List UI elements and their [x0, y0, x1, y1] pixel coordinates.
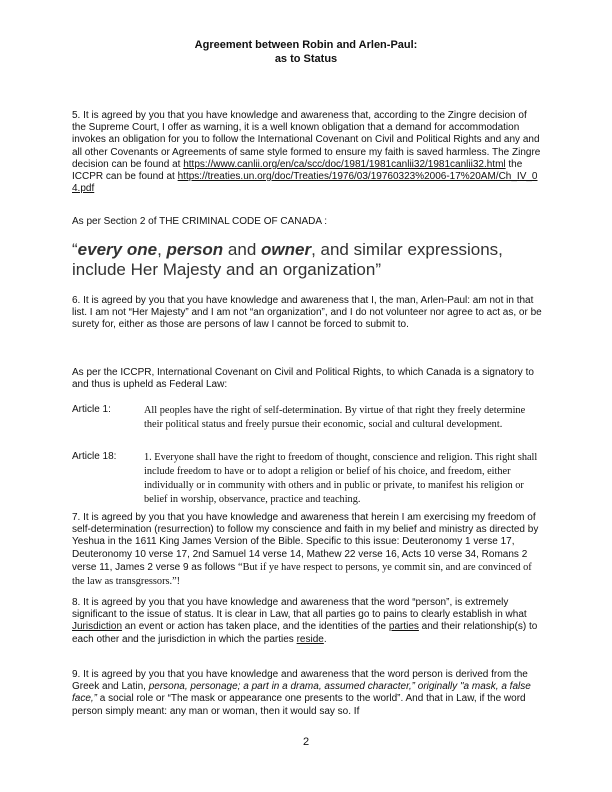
article-1-text: All peoples have the right of self-determination. By virtue of that right they freely determine their political status and freely pursue their economic, social and cultural development. [144, 405, 526, 430]
paragraph-6: 6. It is agreed by you that you have knowledge and awareness that I, the man, Arlen-Paul: am not in that list. I am not “Her Majesty” and I am not “an organization”, and I do not volunteer nor agree to act as, or be surety for, either as those are persons of law I cannot be forced to submit to. [72, 295, 542, 331]
article-1-label: Article 1: [72, 404, 111, 415]
criminal-code-intro: As per Section 2 of THE CRIMINAL CODE OF CANADA : [72, 216, 328, 227]
parties-term: parties [388, 621, 419, 633]
p9-b: a social role or “The mask or appearance one presents to the world”. And that in Law, if the word person simply meant: any man or woman, then it would say so. If [72, 693, 526, 717]
paragraph-7 [72, 512, 542, 589]
p5-text: 5. It is agreed by you that you have knowledge and awareness that, according to the Zingre decision of the Supreme Court, I offer as warning, it is a well known obligation that a demand for accommodation invokes an obligation for you to follow the International Covenant on Civil and Political Rights and any and all other Covenants or Agreements of same style formed to ensure my faith is saved harmless. The Zingre decision can be found at [72, 110, 541, 170]
paragraph-8 [72, 597, 542, 646]
title-line-1: Agreement between Robin and Arlen-Paul: [194, 39, 418, 51]
p8-c: and their relationship(s) to each other and the jurisdiction in which the parties [72, 621, 538, 645]
quote-open: “ [72, 240, 78, 259]
iccpr-intro: As per the ICCPR, International Covenant on Civil and Political Rights, to which Canada is a signatory to and thus is upheld as Federal Law: [72, 367, 534, 391]
jurisdiction-term: Jurisdiction [72, 621, 123, 633]
criminal-code-quote [72, 240, 542, 280]
p7-scripture: “But if ye have respect to persons, ye commit sin, and are convinced of the law as transgressors.”! [72, 561, 532, 587]
quote-rest: , and similar expressions, include Her Majesty and an organization” [72, 240, 503, 279]
zingre-link[interactable]: https://www.canlii.org/en/ca/scc/doc/1981/1981canlii32/1981canlii32.html [183, 158, 506, 170]
p8-a: 8. It is agreed by you that you have knowledge and awareness that the word “person”, is extremely significant to the issue of status. It is clear in Law, that all parties go to pains to clearly establish in what [72, 597, 527, 621]
p9-a: 9. It is agreed by you that you have knowledge and awareness that the word person is derived from the Greek and Latin, [72, 669, 528, 693]
quote-sep-1: , [157, 240, 167, 259]
p8-d: . [323, 633, 327, 645]
paragraph-9 [72, 669, 542, 718]
paragraph-5 [72, 110, 542, 195]
quote-term-person: person [166, 240, 224, 259]
reside-term: reside [296, 633, 324, 645]
quote-term-every-one: every one [77, 240, 158, 259]
article-18-text: 1. Everyone shall have the right to freedom of thought, conscience and religion. This right shall include freedom to have or to adopt a religion or belief of his choice, and freedom, either individually or in community with others and in public or private, to manifest his religion or belief in worship, observance, practice and teaching. [144, 452, 538, 505]
document-title [0, 38, 612, 66]
quote-term-owner: owner [261, 240, 312, 259]
article-18-label: Article 18: [72, 451, 117, 462]
title-line-2: as to Status [274, 53, 338, 65]
page-number: 2 [302, 736, 310, 748]
p5-mid: the ICCPR can be found at [72, 158, 523, 183]
p8-b: an event or action has taken place, and the identities of the [122, 621, 389, 633]
p7-text: 7. It is agreed by you that you have knowledge and awareness that herein I am exercising my freedom of self-determination (resurrection) to follow my conscience and faith in my belief and ministry as directed by Yeshua in the 1611 King James Version of the Bible. Specific to this issue: Deuteronomy 1 verse 17, Deuteronomy 10 verse 17, 2nd Samuel 14 verse 14, Mathew 22 verse 16, Acts 10 verse 34, Romans 2 verse 11, James 2 verse 9 as follows [72, 512, 539, 573]
p9-italic: persona, personage; a part in a drama, assumed character,” originally "a mask, a false face,” [72, 681, 531, 705]
quote-sep-2: and [223, 240, 262, 259]
iccpr-link[interactable]: https://treaties.un.org/doc/Treaties/1976/03/19760323%2006-17%20AM/Ch_IV_04.pdf [72, 171, 538, 195]
